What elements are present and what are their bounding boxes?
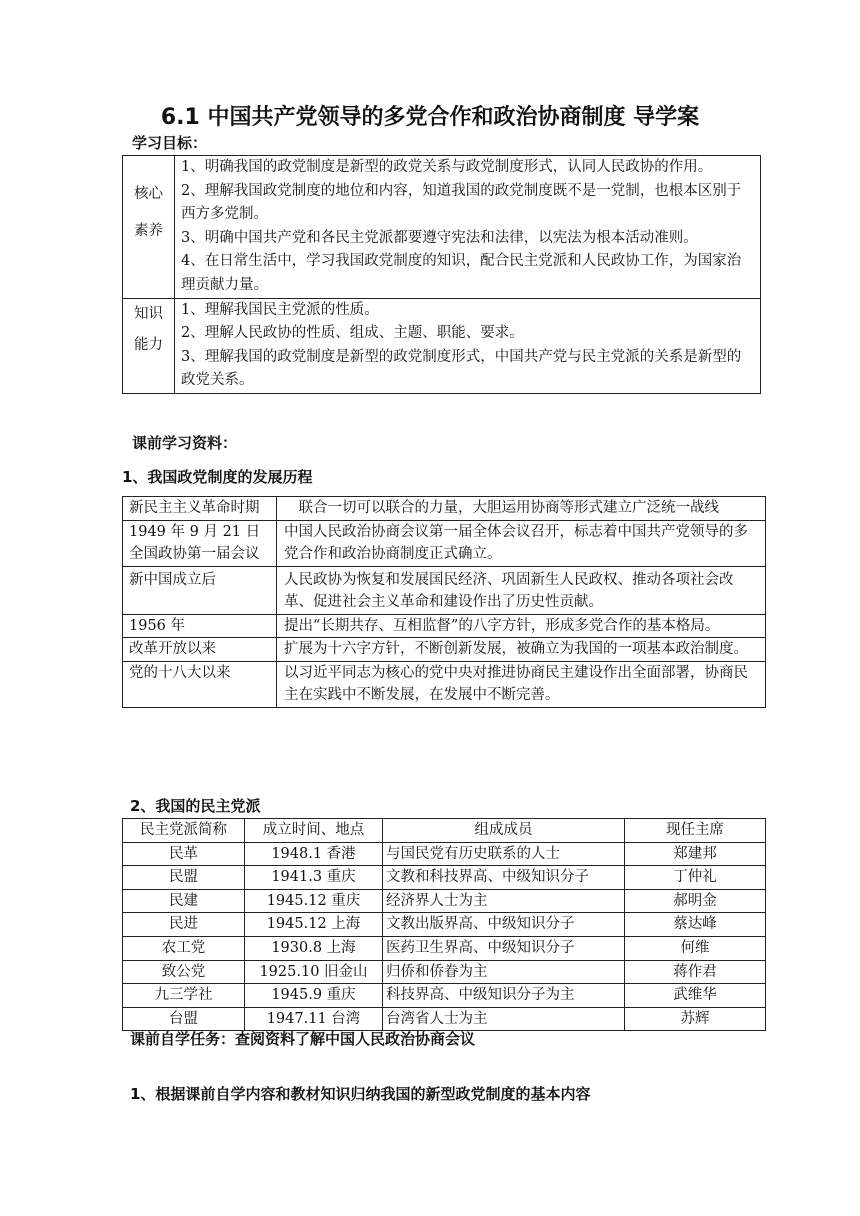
party-members: 医药卫生界高、中级知识分子 bbox=[383, 936, 625, 960]
party-row bbox=[123, 1007, 766, 1031]
knowledge-ability-row bbox=[123, 298, 761, 393]
party-founding: 1945.12 重庆 bbox=[245, 889, 383, 913]
parties-header-row bbox=[123, 819, 766, 843]
party-chairman: 何维 bbox=[625, 936, 766, 960]
party-members: 文教和科技界高、中级知识分子 bbox=[383, 866, 625, 890]
party-row bbox=[123, 866, 766, 890]
party-founding: 1948.1 香港 bbox=[245, 842, 383, 866]
party-name: 民进 bbox=[123, 913, 245, 937]
history-desc: 联合一切可以联合的力量，大胆运用协商等形式建立广泛统一战线 bbox=[277, 497, 766, 521]
party-chairman: 郝明金 bbox=[625, 889, 766, 913]
header-cell: 现任主席 bbox=[625, 819, 766, 843]
party-chairman: 丁仲礼 bbox=[625, 866, 766, 890]
pre-class-heading: 课前学习资料： bbox=[132, 434, 238, 452]
history-period: 新中国成立后 bbox=[123, 566, 277, 614]
history-period: 党的十八大以来 bbox=[123, 661, 277, 707]
party-row bbox=[123, 960, 766, 984]
core-literacy-label bbox=[123, 156, 175, 299]
party-members: 台湾省人士为主 bbox=[383, 1007, 625, 1031]
knowledge-item: 3、理解我国的政党制度是新型的政党制度形式，中国共产党与民主党派的关系是新型的政党关系。 bbox=[181, 348, 742, 389]
party-name: 九三学社 bbox=[123, 984, 245, 1008]
task-1: 1、根据课前自学内容和教材知识归纳我国的新型政党制度的基本内容 bbox=[130, 1085, 591, 1103]
core-label-line-2: 素养 bbox=[134, 223, 163, 239]
party-name: 民盟 bbox=[123, 866, 245, 890]
parties-heading: 2、我国的民主党派 bbox=[130, 797, 261, 815]
history-row bbox=[123, 661, 766, 707]
history-desc: 扩展为十六字方针，不断创新发展，被确立为我国的一项基本政治制度。 bbox=[277, 638, 766, 662]
party-founding: 1947.11 台湾 bbox=[245, 1007, 383, 1031]
party-name: 农工党 bbox=[123, 936, 245, 960]
core-literacy-row bbox=[123, 156, 761, 299]
page-title: 6.1 中国共产党领导的多党合作和政治协商制度 导学案 bbox=[160, 105, 700, 130]
party-members: 科技界高、中级知识分子为主 bbox=[383, 984, 625, 1008]
core-item: 1、明确我国的政党制度是新型的政党关系与政党制度形式，认同人民政协的作用。 bbox=[181, 159, 713, 175]
history-row bbox=[123, 497, 766, 521]
party-members: 经济界人士为主 bbox=[383, 889, 625, 913]
core-literacy-content bbox=[175, 156, 761, 299]
party-row bbox=[123, 889, 766, 913]
history-desc: 提出“长期共存、互相监督”的八字方针，形成多党合作的基本格局。 bbox=[277, 614, 766, 638]
party-chairman: 蒋作君 bbox=[625, 960, 766, 984]
party-members: 归侨和侨眷为主 bbox=[383, 960, 625, 984]
header-cell: 成立时间、地点 bbox=[245, 819, 383, 843]
party-founding: 1945.9 重庆 bbox=[245, 984, 383, 1008]
history-row bbox=[123, 638, 766, 662]
learning-goals-table bbox=[122, 155, 761, 394]
history-desc: 中国人民政治协商会议第一届全体会议召开，标志着中国共产党领导的多党合作和政治协商制度正式确立。 bbox=[277, 520, 766, 566]
party-chairman: 苏辉 bbox=[625, 1007, 766, 1031]
history-period: 1949 年 9 月 21 日全国政协第一届会议 bbox=[123, 520, 277, 566]
header-cell: 民主党派简称 bbox=[123, 819, 245, 843]
knowledge-ability-label bbox=[123, 298, 175, 393]
party-founding: 1945.12 上海 bbox=[245, 913, 383, 937]
knowledge-item: 2、理解人民政协的性质、组成、主题、职能、要求。 bbox=[181, 325, 524, 342]
core-item: 3、明确中国共产党和各民主党派都要遵守宪法和法律，以宪法为根本活动准则。 bbox=[181, 229, 698, 246]
core-item: 4、在日常生活中，学习我国政党制度的知识，配合民主党派和人民政协工作，为国家治理贡献力量。 bbox=[181, 253, 742, 293]
party-row bbox=[123, 984, 766, 1008]
history-row bbox=[123, 520, 766, 566]
knowledge-label-line-1: 知识 bbox=[134, 305, 163, 322]
core-label-line-1: 核心 bbox=[134, 186, 163, 202]
self-study-task: 课前自学任务：查阅资料了解中国人民政治协商会议 bbox=[130, 1030, 476, 1048]
knowledge-item: 1、理解我国民主党派的性质。 bbox=[181, 301, 379, 318]
party-founding: 1925.10 旧金山 bbox=[245, 960, 383, 984]
party-name: 民革 bbox=[123, 842, 245, 866]
header-cell: 组成成员 bbox=[383, 819, 625, 843]
history-desc: 人民政协为恢复和发展国民经济、巩固新生人民政权、推动各项社会改革、促进社会主义革命和建设作出了历史性贡献。 bbox=[277, 566, 766, 614]
party-row bbox=[123, 936, 766, 960]
history-heading: 1、我国政党制度的发展历程 bbox=[122, 468, 313, 486]
history-row bbox=[123, 566, 766, 614]
knowledge-label-line-2: 能力 bbox=[134, 336, 163, 353]
history-period: 新民主主义革命时期 bbox=[123, 497, 277, 521]
history-period: 改革开放以来 bbox=[123, 638, 277, 662]
learning-goals-heading: 学习目标： bbox=[132, 134, 208, 152]
core-item: 2、理解我国政党制度的地位和内容，知道我国的政党制度既不是一党制，也根本区别于西方多党制。 bbox=[181, 182, 742, 223]
party-name: 致公党 bbox=[123, 960, 245, 984]
party-row bbox=[123, 913, 766, 937]
history-desc: 以习近平同志为核心的党中央对推进协商民主建设作出全面部署，协商民主在实践中不断发展，在发展中不断完善。 bbox=[277, 661, 766, 707]
history-period: 1956 年 bbox=[123, 614, 277, 638]
party-members: 与国民党有历史联系的人士 bbox=[383, 842, 625, 866]
history-row bbox=[123, 614, 766, 638]
party-founding: 1941.3 重庆 bbox=[245, 866, 383, 890]
party-row bbox=[123, 842, 766, 866]
party-chairman: 武维华 bbox=[625, 984, 766, 1008]
history-table bbox=[122, 496, 766, 708]
party-name: 台盟 bbox=[123, 1007, 245, 1031]
party-founding: 1930.8 上海 bbox=[245, 936, 383, 960]
party-name: 民建 bbox=[123, 889, 245, 913]
party-chairman: 蔡达峰 bbox=[625, 913, 766, 937]
parties-table bbox=[122, 818, 766, 1031]
party-members: 文教出版界高、中级知识分子 bbox=[383, 913, 625, 937]
party-chairman: 郑建邦 bbox=[625, 842, 766, 866]
knowledge-ability-content bbox=[175, 298, 761, 393]
